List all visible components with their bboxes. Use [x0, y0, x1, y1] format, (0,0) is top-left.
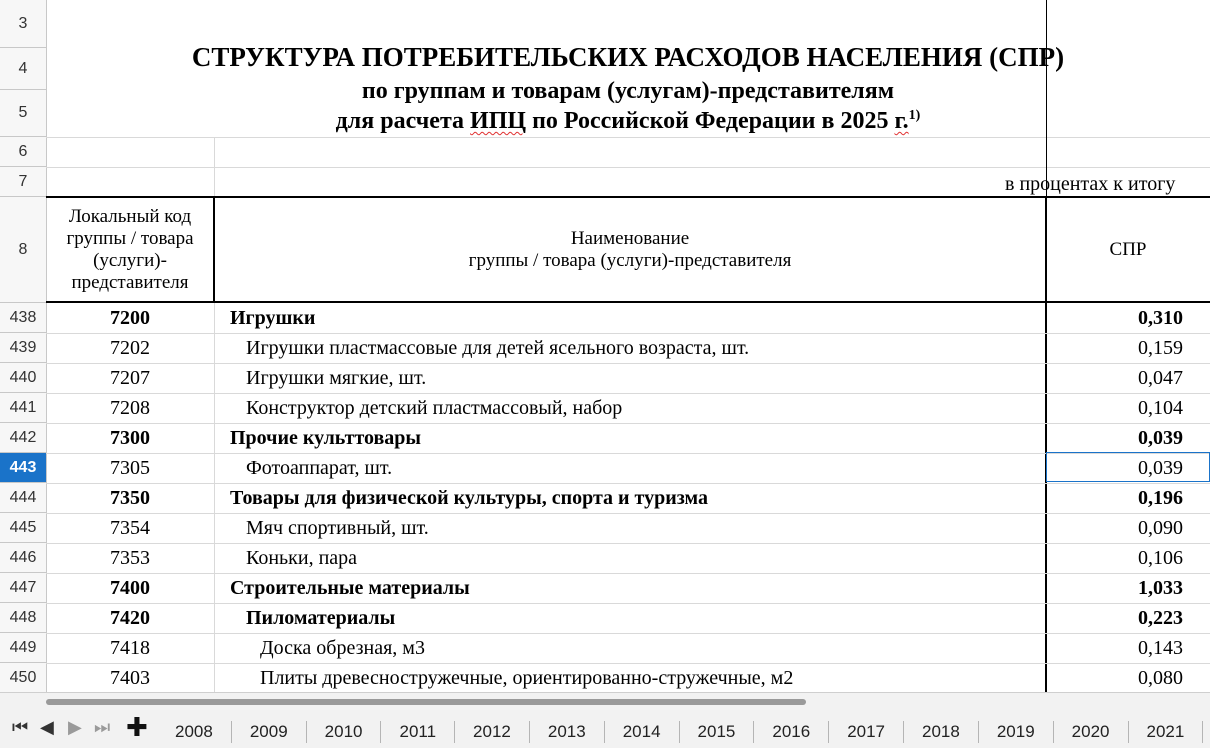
row-header-6[interactable]: 6 — [0, 137, 46, 167]
value-cell[interactable]: 0,080 — [1138, 666, 1183, 689]
row-header-4[interactable]: 4 — [0, 48, 46, 90]
header-code[interactable]: Локальный код группы / товара (услуги)-представителя — [66, 205, 194, 293]
row-header-450[interactable]: 450 — [0, 663, 46, 693]
row-header-5[interactable]: 5 — [0, 90, 46, 137]
name-cell[interactable]: Пиломатериалы — [246, 606, 396, 629]
sheet-tab-2014[interactable]: 2014 — [605, 721, 680, 743]
value-cell[interactable]: 0,090 — [1138, 516, 1183, 539]
row-header-438[interactable]: 438 — [0, 303, 46, 333]
row-header-443[interactable]: 443 — [0, 453, 46, 483]
name-cell[interactable]: Коньки, пара — [246, 546, 358, 569]
footnote-mark: 1) — [908, 108, 921, 123]
value-cell[interactable]: 0,039 — [1138, 456, 1183, 479]
code-cell[interactable]: 7350 — [110, 486, 150, 509]
selected-cell-cursor — [1046, 452, 1210, 482]
page-subtitle-2 — [46, 108, 1210, 135]
units-note: в процентах к итогу — [1005, 173, 1176, 195]
first-sheet-icon[interactable]: ⏮ — [12, 717, 29, 738]
code-cell[interactable]: 7200 — [110, 306, 150, 329]
sheet-tab-2019[interactable]: 2019 — [979, 721, 1054, 743]
sheet-tab-2008[interactable]: 2008 — [157, 721, 232, 743]
value-cell[interactable]: 0,143 — [1138, 636, 1183, 659]
code-cell[interactable]: 7202 — [110, 336, 150, 359]
row-header-447[interactable]: 447 — [0, 573, 46, 603]
sheet-tab-2009[interactable]: 2009 — [232, 721, 307, 743]
prev-sheet-icon[interactable]: ◀ — [40, 717, 54, 738]
row-header-439[interactable]: 439 — [0, 333, 46, 363]
row-header-442[interactable]: 442 — [0, 423, 46, 453]
code-cell[interactable]: 7300 — [110, 426, 150, 449]
value-cell[interactable]: 0,310 — [1138, 306, 1183, 329]
scrollbar-thumb[interactable] — [46, 699, 806, 705]
row-header-445[interactable]: 445 — [0, 513, 46, 543]
sheet-tab-2021[interactable]: 2021 — [1129, 721, 1204, 743]
row-header-440[interactable]: 440 — [0, 363, 46, 393]
next-sheet-icon[interactable]: ▶ — [68, 717, 82, 738]
row-header-441[interactable]: 441 — [0, 393, 46, 423]
title-abbr: ИПЦ — [470, 108, 527, 134]
sheet-tab-2015[interactable]: 2015 — [680, 721, 755, 743]
title-text: для расчета — [335, 108, 471, 134]
sheet-tab-2010[interactable]: 2010 — [307, 721, 382, 743]
header-name-line2: группы / товара (услуги)-представителя — [468, 249, 792, 271]
code-cell[interactable]: 7400 — [110, 576, 150, 599]
value-cell[interactable]: 0,047 — [1138, 366, 1183, 389]
name-cell[interactable]: Игрушки — [230, 306, 316, 329]
sheet-tab-2013[interactable]: 2013 — [530, 721, 605, 743]
name-cell[interactable]: Игрушки мягкие, шт. — [246, 366, 427, 389]
value-cell[interactable]: 0,223 — [1138, 606, 1183, 629]
gridline — [214, 137, 215, 197]
sheet-tab-2020[interactable]: 2020 — [1054, 721, 1129, 743]
name-cell[interactable]: Конструктор детский пластмассовый, набор — [246, 396, 623, 419]
sheet-tabs — [157, 715, 1203, 743]
header-name[interactable] — [214, 197, 1046, 302]
border-line — [213, 196, 215, 303]
value-cell[interactable]: 0,196 — [1138, 486, 1183, 509]
row-header-7[interactable]: 7 — [0, 167, 46, 197]
value-cell[interactable]: 0,104 — [1138, 396, 1183, 419]
code-cell[interactable]: 7418 — [110, 636, 150, 659]
border-line — [46, 196, 1210, 198]
name-cell[interactable]: Плиты древесностружечные, ориентированно-стружечные, м2 — [260, 666, 794, 689]
row-header-446[interactable]: 446 — [0, 543, 46, 573]
value-cell[interactable]: 0,159 — [1138, 336, 1183, 359]
name-cell[interactable]: Мяч спортивный, шт. — [246, 516, 429, 539]
code-cell[interactable]: 7420 — [110, 606, 150, 629]
value-cell[interactable]: 0,039 — [1138, 426, 1183, 449]
gridline — [46, 167, 1210, 168]
name-cell[interactable]: Игрушки пластмассовые для детей ясельного возраста, шт. — [246, 336, 750, 359]
row-header-3[interactable]: 3 — [0, 0, 46, 48]
gridline — [46, 137, 1210, 138]
name-cell[interactable]: Прочие культтовары — [230, 426, 422, 449]
code-cell[interactable]: 7353 — [110, 546, 150, 569]
row-header-444[interactable]: 444 — [0, 483, 46, 513]
name-cell[interactable]: Товары для физической культуры, спорта и туризма — [230, 486, 708, 509]
value-cell[interactable]: 0,106 — [1138, 546, 1183, 569]
code-cell[interactable]: 7354 — [110, 516, 150, 539]
name-cell[interactable]: Строительные материалы — [230, 576, 470, 599]
sheet-tab-2012[interactable]: 2012 — [455, 721, 530, 743]
row-header-449[interactable]: 449 — [0, 633, 46, 663]
title-text: по Российской Федерации в 2025 — [526, 108, 895, 134]
name-cell[interactable]: Фотоаппарат, шт. — [246, 456, 393, 479]
sheet-tab-bar — [0, 692, 1210, 748]
header-name-line1: Наименование — [570, 227, 690, 249]
code-cell[interactable]: 7207 — [110, 366, 150, 389]
code-cell[interactable]: 7208 — [110, 396, 150, 419]
sheet-tab-2018[interactable]: 2018 — [904, 721, 979, 743]
title-year: г. — [894, 108, 909, 134]
row-header-448[interactable]: 448 — [0, 603, 46, 633]
page-subtitle: по группам и товарам (услугам)-представителям — [361, 78, 895, 104]
code-cell[interactable]: 7403 — [110, 666, 150, 689]
horizontal-scrollbar[interactable] — [46, 699, 806, 705]
code-cell[interactable]: 7305 — [110, 456, 150, 479]
row-header-8[interactable]: 8 — [0, 197, 46, 303]
add-sheet-icon[interactable]: ✚ — [126, 713, 148, 743]
sheet-tab-2016[interactable]: 2016 — [754, 721, 829, 743]
sheet-tab-2011[interactable]: 2011 — [381, 721, 455, 743]
value-cell[interactable]: 1,033 — [1138, 576, 1183, 599]
last-sheet-icon[interactable]: ⏭ — [94, 717, 111, 738]
header-value[interactable]: СПР — [1109, 238, 1147, 260]
page-title: СТРУКТУРА ПОТРЕБИТЕЛЬСКИХ РАСХОДОВ НАСЕЛЕНИЯ (СПР) — [191, 42, 1065, 72]
sheet-tab-2017[interactable]: 2017 — [829, 721, 904, 743]
name-cell[interactable]: Доска обрезная, м3 — [260, 636, 425, 659]
